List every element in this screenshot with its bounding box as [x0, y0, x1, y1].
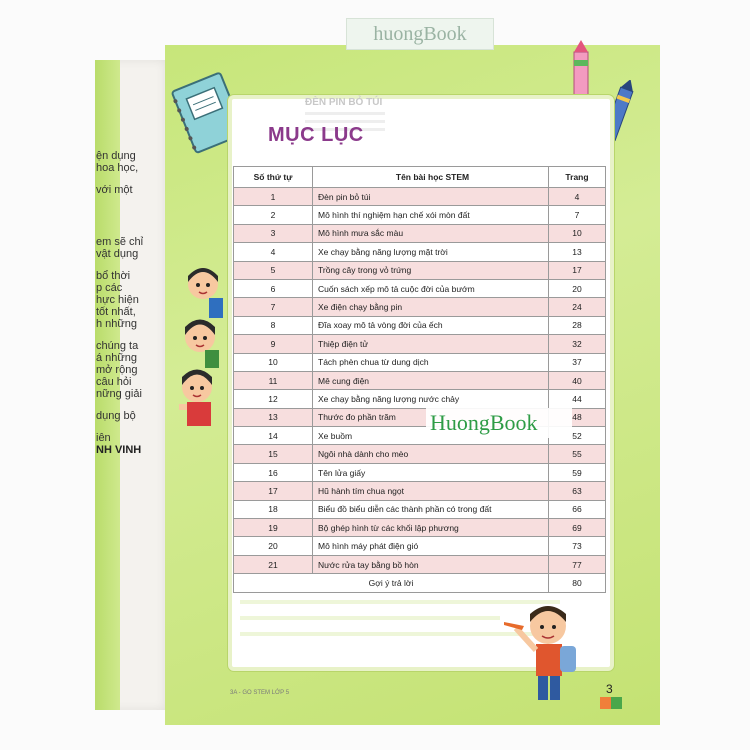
lesson-page: 40 [549, 371, 606, 389]
lesson-number: 2 [234, 206, 313, 224]
lesson-title: Đèn pin bỏ túi [313, 188, 549, 206]
page-title: MỤC LỤC [268, 124, 364, 146]
toc-body [234, 188, 606, 593]
kids-illustration [175, 262, 235, 432]
left-page-line [96, 216, 166, 226]
left-page-line: nững giải [96, 388, 142, 400]
lesson-title: Trồng cây trong vỏ trứng [313, 261, 549, 279]
lesson-page: 59 [549, 463, 606, 481]
lesson-page: 69 [549, 519, 606, 537]
left-page-line: câu hỏi [96, 376, 132, 388]
left-page-line [96, 174, 166, 184]
lesson-number: 21 [234, 555, 313, 573]
left-page-line: hoa học, [96, 162, 139, 174]
left-page-line: chúng ta [96, 340, 139, 352]
lesson-title: Mô hình mưa sắc màu [313, 224, 549, 242]
lesson-page: 66 [549, 500, 606, 518]
table-row [234, 224, 606, 242]
left-page-line [96, 196, 166, 206]
lesson-number: 13 [234, 408, 313, 426]
lesson-number: 7 [234, 298, 313, 316]
lesson-page: 17 [549, 261, 606, 279]
left-page-line [96, 400, 166, 410]
answer-row [234, 574, 606, 592]
header-page: Trang [549, 167, 606, 188]
table-row [234, 261, 606, 279]
lesson-number: 14 [234, 427, 313, 445]
lesson-page: 63 [549, 482, 606, 500]
lesson-title: Xe buồm [313, 427, 549, 445]
left-page-text [96, 150, 166, 456]
header-number: Số thứ tự [234, 167, 313, 188]
lesson-number: 11 [234, 371, 313, 389]
lesson-number: 8 [234, 316, 313, 334]
lesson-title: Xe chạy bằng năng lượng mặt trời [313, 243, 549, 261]
lesson-number: 20 [234, 537, 313, 555]
header-title: Tên bài học STEM [313, 167, 549, 188]
table-row [234, 500, 606, 518]
left-page-line: với một [96, 184, 133, 196]
table-row [234, 279, 606, 297]
lesson-title: Tên lửa giấy [313, 463, 549, 481]
left-page-line: NH VINH [96, 444, 142, 456]
lesson-page: 48 [549, 408, 606, 426]
table-row [234, 463, 606, 481]
lesson-title: Bộ ghép hình từ các khối lập phương [313, 519, 549, 537]
left-page-line: á những [96, 352, 138, 364]
table-row [234, 316, 606, 334]
answer-page: 80 [549, 574, 606, 592]
lesson-title: Ngôi nhà dành cho mèo [313, 445, 549, 463]
left-page-line: ện dụng [96, 150, 136, 162]
lesson-title: Đĩa xoay mô tả vòng đời của ếch [313, 316, 549, 334]
table-row [234, 335, 606, 353]
lesson-page: 24 [549, 298, 606, 316]
lesson-number: 1 [234, 188, 313, 206]
lesson-title: Thước đo phần trăm [313, 408, 549, 426]
lesson-number: 10 [234, 353, 313, 371]
left-page-line [96, 260, 166, 270]
table-row [234, 390, 606, 408]
lesson-title: Hũ hành tím chua ngọt [313, 482, 549, 500]
lesson-title: Xe chạy bằng năng lượng nước chảy [313, 390, 549, 408]
left-page-line: tốt nhất, [96, 306, 136, 318]
table-row [234, 371, 606, 389]
left-page-line [96, 330, 166, 340]
corner-badge [600, 697, 622, 709]
lesson-number: 6 [234, 279, 313, 297]
page-footer: 3A - GO STEM LỚP 5 [230, 690, 290, 696]
left-page-line: h những [96, 318, 138, 330]
left-page-line: mở rộng [96, 364, 138, 376]
left-page-line: bổ thời [96, 270, 131, 282]
toc-header-row [234, 167, 606, 188]
lesson-page: 32 [549, 335, 606, 353]
lesson-number: 3 [234, 224, 313, 242]
lesson-number: 12 [234, 390, 313, 408]
table-row [234, 298, 606, 316]
lesson-title: Biểu đồ biểu diễn các thành phần có trong đất [313, 500, 549, 518]
left-page-line [96, 422, 166, 432]
lesson-title: Tách phèn chua từ dung dịch [313, 353, 549, 371]
table-row [234, 188, 606, 206]
lesson-page: 55 [549, 445, 606, 463]
lesson-number: 5 [234, 261, 313, 279]
lesson-page: 52 [549, 427, 606, 445]
lesson-title: Xe điện chạy bằng pin [313, 298, 549, 316]
lesson-page: 28 [549, 316, 606, 334]
table-row [234, 206, 606, 224]
lesson-number: 17 [234, 482, 313, 500]
lesson-page: 44 [549, 390, 606, 408]
table-row [234, 353, 606, 371]
lesson-number: 19 [234, 519, 313, 537]
lesson-title: Thiệp điện tử [313, 335, 549, 353]
lesson-title: Mô hình thí nghiệm hạn chế xói mòn đất [313, 206, 549, 224]
watermark-middle: HuongBook [426, 408, 572, 438]
lesson-number: 16 [234, 463, 313, 481]
lesson-page: 10 [549, 224, 606, 242]
lesson-title: Nước rửa tay bằng bồ hòn [313, 555, 549, 573]
lesson-page: 7 [549, 206, 606, 224]
lesson-title: Cuốn sách xếp mô tả cuộc đời của bướm [313, 279, 549, 297]
lesson-page: 73 [549, 537, 606, 555]
left-page-line: iên [96, 432, 111, 444]
left-page-line: dụng bộ [96, 410, 136, 422]
lesson-number: 18 [234, 500, 313, 518]
page-number: 3 [606, 682, 613, 696]
table-row [234, 537, 606, 555]
table-row [234, 243, 606, 261]
lesson-number: 15 [234, 445, 313, 463]
left-page-line: vật dụng [96, 248, 139, 260]
lesson-page: 20 [549, 279, 606, 297]
toc-table [233, 166, 606, 593]
lesson-page: 77 [549, 555, 606, 573]
left-page-line: hực hiện [96, 294, 139, 306]
left-page-line: em sẽ chỉ [96, 236, 144, 248]
answer-label: Gợi ý trả lời [234, 574, 549, 592]
lesson-number: 9 [234, 335, 313, 353]
table-row [234, 482, 606, 500]
boy-with-pencil-illustration [500, 598, 585, 708]
left-page-line [96, 206, 166, 216]
watermark-top: huongBook [346, 18, 494, 50]
lesson-page: 4 [549, 188, 606, 206]
left-page-line: p các [96, 282, 123, 294]
table-row [234, 555, 606, 573]
lesson-page: 37 [549, 353, 606, 371]
table-row [234, 445, 606, 463]
left-page-line [96, 226, 166, 236]
faint-background-heading: ĐÈN PIN BỎ TÚI [305, 97, 383, 108]
lesson-title: Mô hình máy phát điện gió [313, 537, 549, 555]
lesson-page: 13 [549, 243, 606, 261]
lesson-title: Mê cung điện [313, 371, 549, 389]
table-row [234, 519, 606, 537]
lesson-number: 4 [234, 243, 313, 261]
